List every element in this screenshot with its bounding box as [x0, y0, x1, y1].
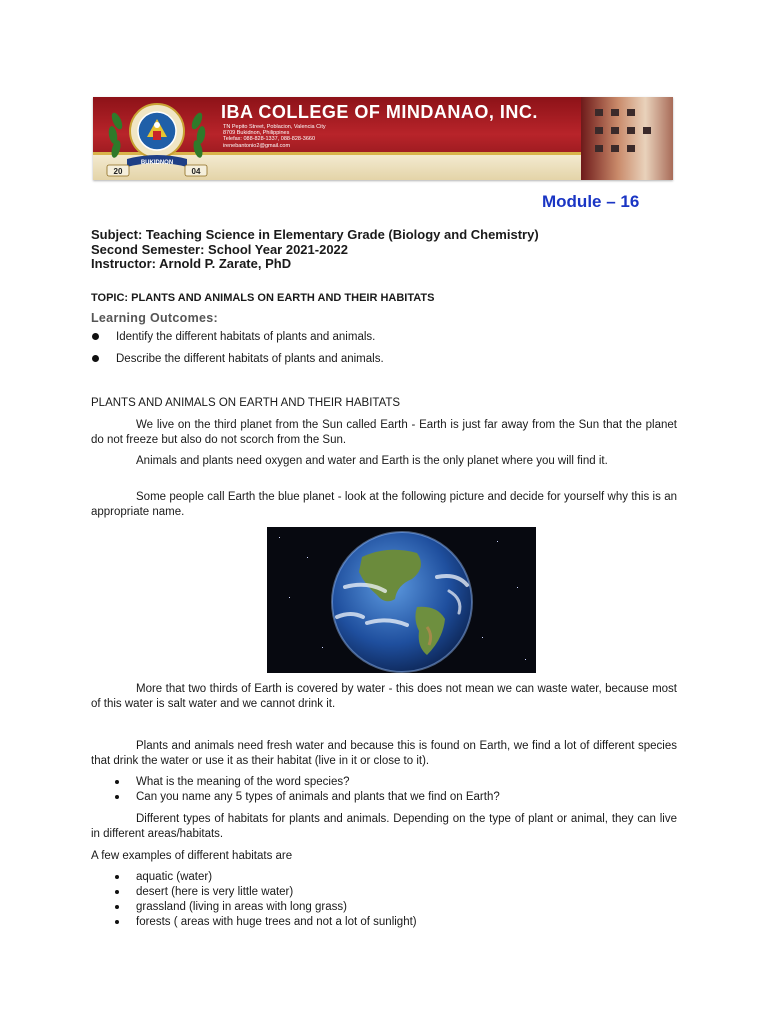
- module-number: Module – 16: [542, 192, 640, 211]
- list-item: [113, 885, 417, 900]
- list-item: [113, 790, 500, 805]
- list-item: [91, 330, 384, 352]
- college-address: [223, 124, 326, 149]
- section-title: PLANTS AND ANIMALS ON EARTH AND THEIR HABITATS: [91, 397, 401, 409]
- bullet-icon: [115, 875, 119, 879]
- bullet-icon: [115, 795, 119, 799]
- paragraph-text: Some people call Earth the blue planet - look at the following picture and decide for yourself why this is an appropriate name.: [91, 491, 677, 518]
- subject-line: Subject: Teaching Science in Elementary Grade (Biology and Chemistry): [91, 227, 539, 242]
- list-item: [113, 870, 417, 885]
- seal-year-left: 20: [113, 167, 123, 176]
- address-line: TN Pepito Street, Poblacion, Valencia City: [223, 124, 326, 130]
- paragraph-text: We live on the third planet from the Sun called Earth - Earth is just far away from the Sun that the planet do not freeze but also do not scorch from the Sun.: [91, 419, 677, 446]
- campus-building-photo: [581, 97, 673, 180]
- bullet-icon: [92, 333, 99, 340]
- address-line: 8709 Bukidnon, Philippines: [223, 130, 290, 137]
- college-seal-logo: [103, 101, 211, 177]
- instructor-line: Instructor: Arnold P. Zarate, PhD: [91, 256, 292, 271]
- semester-line: Second Semester: School Year 2021-2022: [91, 241, 349, 257]
- paragraph-text: Animals and plants need oxygen and water and Earth is the only planet where you will find it.: [136, 455, 608, 467]
- list-item: [91, 352, 384, 374]
- paragraph-text: A few examples of different habitats are: [91, 850, 293, 862]
- paragraph-text: Plants and animals need fresh water and because this is found on Earth, we find a lot of different species that drink the water or use it as their habitat (live in it or close to it).: [91, 740, 677, 767]
- college-name: IBA COLLEGE OF MINDANAO, INC.: [221, 102, 538, 122]
- seal-year-right: 04: [191, 167, 201, 176]
- earth-from-space-image: [267, 527, 536, 673]
- seal-location-text: BUKIDNON: [140, 160, 174, 166]
- bullet-icon: [115, 905, 119, 909]
- course-info: [91, 228, 539, 272]
- list-item: [113, 900, 417, 915]
- question-text: Can you name any 5 types of animals and plants that we find on Earth?: [136, 791, 500, 803]
- college-banner: [93, 97, 673, 180]
- habitat-text: desert (here is very little water): [136, 886, 294, 898]
- earth-globe-icon: [267, 527, 536, 673]
- topic-heading: TOPIC: PLANTS AND ANIMALS ON EARTH AND THEIR HABITATS: [91, 292, 435, 304]
- outcome-text: Identify the different habitats of plants and animals.: [116, 331, 376, 343]
- habitat-text: aquatic (water): [136, 871, 213, 883]
- bullet-icon: [92, 355, 99, 362]
- outcome-text: Describe the different habitats of plants and animals.: [116, 353, 384, 365]
- habitat-text: forests ( areas with huge trees and not a lot of sunlight): [136, 916, 417, 928]
- paragraph: [91, 812, 677, 841]
- bullet-icon: [115, 920, 119, 924]
- list-item: [113, 775, 500, 790]
- learning-outcomes-list: [91, 330, 384, 374]
- paragraph: [91, 849, 677, 864]
- learning-outcomes-heading: Learning Outcomes:: [91, 311, 218, 325]
- address-line: Telefax: 088-828-1337, 088-828-3660: [223, 136, 316, 143]
- question-text: What is the meaning of the word species?: [136, 776, 350, 788]
- address-line: irenebantonio2@gmail.com: [223, 142, 291, 149]
- paragraph-text: Different types of habitats for plants and animals. Depending on the type of plant or animal, they can live in different areas/habitats.: [91, 813, 677, 840]
- paragraph: [91, 418, 677, 447]
- paragraph: [91, 739, 677, 768]
- paragraph: [91, 490, 677, 519]
- habitat-list: [113, 870, 417, 930]
- paragraph: [91, 454, 677, 469]
- question-list: [113, 775, 500, 805]
- bullet-icon: [115, 780, 119, 784]
- bullet-icon: [115, 890, 119, 894]
- paragraph: [91, 682, 677, 711]
- paragraph-text: More that two thirds of Earth is covered by water - this does not mean we can waste water, because most of this water is salt water and we cannot drink it.: [91, 683, 677, 710]
- list-item: [113, 915, 417, 930]
- habitat-text: grassland (living in areas with long grass): [136, 901, 347, 913]
